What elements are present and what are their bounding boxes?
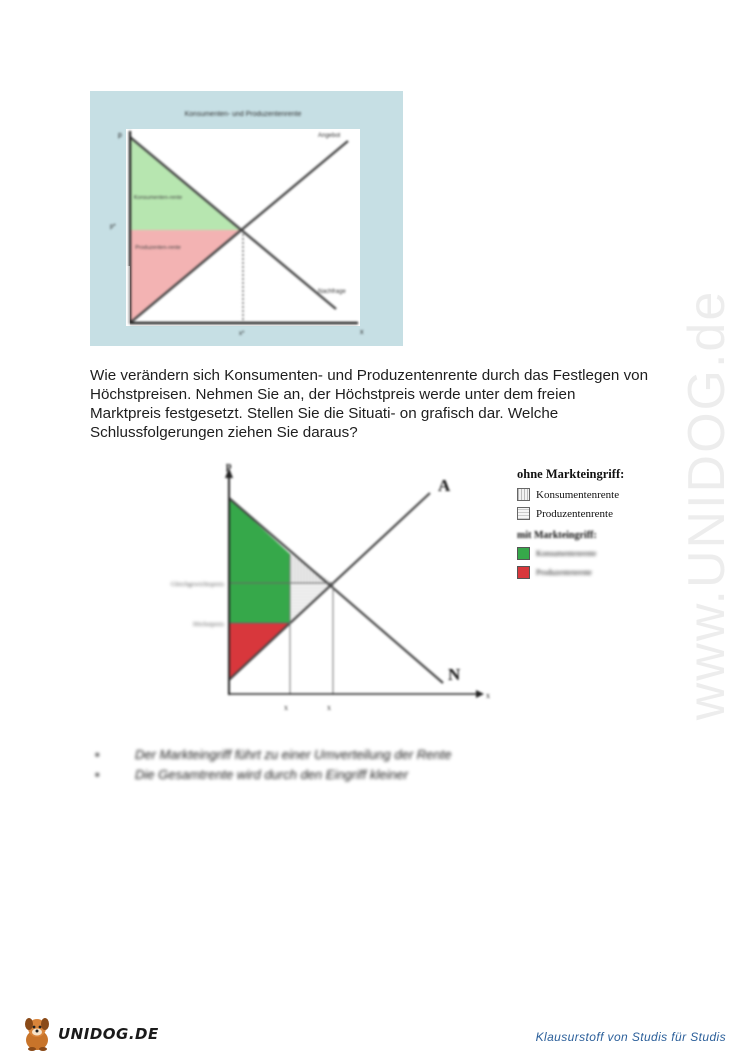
legend-label-green: Konsumentenrente [536,549,597,558]
legend-swatch-consumer [517,488,530,501]
surplus-chart [90,91,403,346]
bullet-icon: • [95,746,100,762]
question-text: Wie verändern sich Konsumenten- und Produzentenrente durch das Festlegen von Höchstpreisen. Nehmen Sie an, der Höchstpreis werde unter dem freien Marktpreis festgesetzt. Stellen Sie die Situati- on grafisch dar. Welche Schlussfolgerungen ziehen Sie daraus? [90,367,649,441]
legend [517,467,677,602]
figure2-supply-label: A [438,476,451,495]
figure2-demand-label: N [448,665,461,684]
demand-label: Nachfrage [318,289,346,295]
supply-label: Angebot [318,133,341,139]
consumer-area-label: Konsumenten-rente [133,195,183,201]
conclusion-list [95,744,575,784]
legend-item-green [517,547,677,560]
max-price-figure [120,458,520,720]
bullet-text: Der Markteingriff führt zu einer Umverteilung der Rente [135,746,452,762]
x-tick-max-price: x [284,703,288,712]
legend-swatch-green [517,547,530,560]
figure1-x-eq-label: x* [239,331,245,337]
bullet-icon: • [95,766,100,782]
legend-item-red [517,566,677,579]
figure2-x-label: x [486,691,490,700]
list-item [95,764,575,784]
legend-heading-with: mit Markteingriff: [517,530,597,541]
figure2-y-label: p [226,461,232,472]
legend-label-consumer: Konsumentenrente [536,488,620,501]
list-item [95,744,575,764]
max-price-label: Höchstpreis [192,621,224,628]
legend-item-producer [517,507,677,520]
green-area [229,498,290,623]
dog-icon [20,1016,54,1052]
figure1-y-eq-label: p* [110,224,116,230]
x-tick-equilibrium: x [327,703,331,712]
legend-label-red: Produzentenrente [536,568,592,577]
figure1-y-label: p [118,132,122,139]
legend-swatch-producer [517,507,530,520]
legend-heading-without: ohne Markteingriff: [517,467,625,481]
logo-text: UNIDOG.DE [58,1025,159,1043]
figure1-title: Konsumenten- und Produzentenrente [184,111,302,118]
unidog-logo[interactable] [20,1014,160,1054]
watermark: www.UNIDOG.de [678,289,736,721]
equilibrium-price-label: Gleichgewichtspreis [170,581,224,588]
legend-label-producer: Produzentenrente [536,507,613,520]
footer-tagline: Klausurstoff von Studis für Studis [535,1030,726,1044]
figure1-x-label: x [360,329,364,336]
legend-item-consumer [517,488,677,501]
producer-area-label: Produzenten-rente [135,245,181,251]
bullet-text: Die Gesamtrente wird durch den Eingriff kleiner [135,766,409,782]
max-price-chart [120,458,520,720]
surplus-figure [90,91,403,346]
legend-swatch-red [517,566,530,579]
